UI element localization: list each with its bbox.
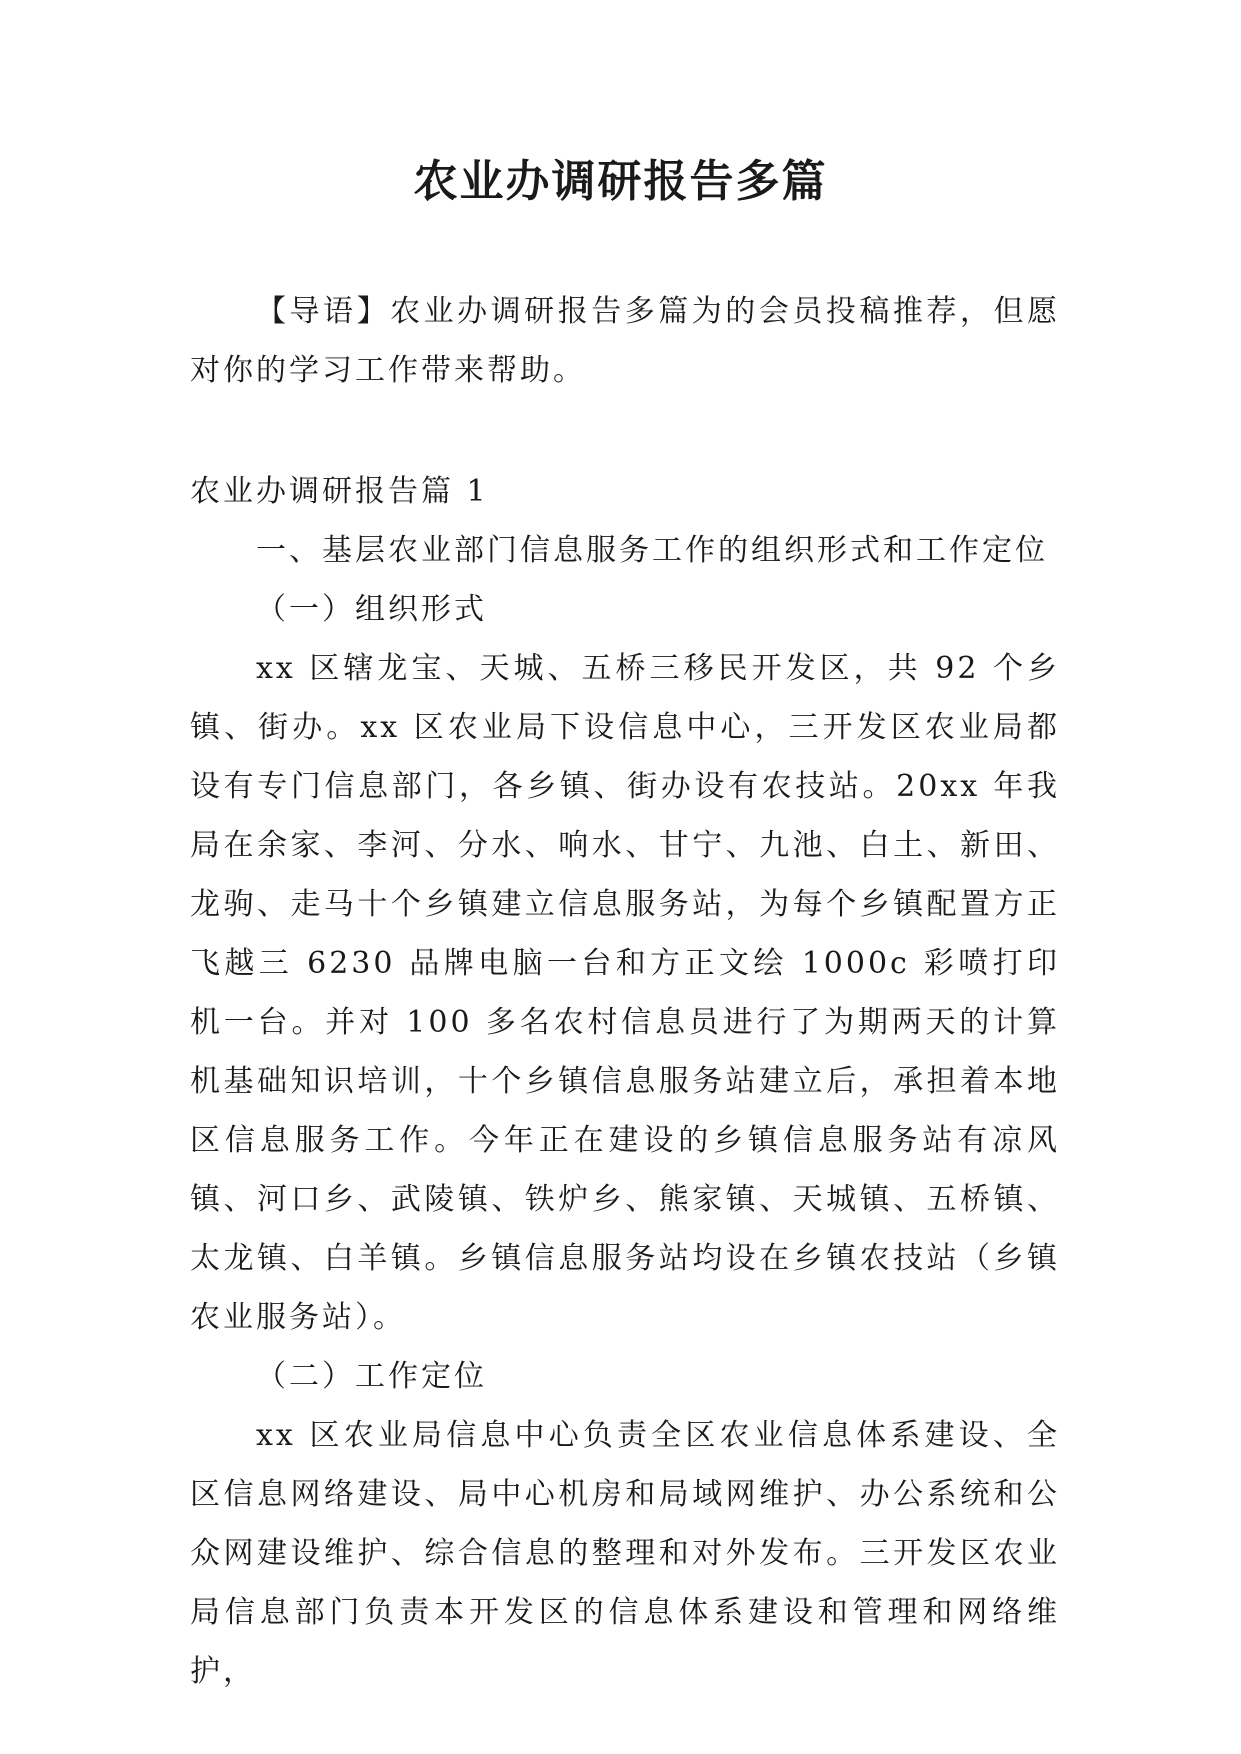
subsection-heading: （一）组织形式 <box>256 592 487 627</box>
body-paragraph: xx 区辖龙宝、天城、五桥三移民开发区，共 92 个乡镇、街办。xx 区农业局下设信息中心，三开发区农业局都设有专门信息部门，各乡镇、街办设有农技站。20xx 年我局在余家、李河、分水、响水、甘宁、九池、白土、新田、龙驹、走马十个乡镇建立信息服务站，为每个乡镇配置方正飞越三 6230 品牌电脑一台和方正文绘 1000c 彩喷打印机一台。并对 100 多名农村信息员进行了为期两天的计算机基础知识培训，十个乡镇信息服务站建立后，承担着本地区信息服务工作。今年正在建设的乡镇信息服务站有凉风镇、河口乡、武陵镇、铁炉乡、熊家镇、天城镇、五桥镇、太龙镇、白羊镇。乡镇信息服务站均设在乡镇农技站（乡镇农业服务站）。 <box>190 651 1060 1335</box>
subsection-heading: （二）工作定位 <box>256 1359 487 1394</box>
lead-paragraph-block <box>190 282 1060 400</box>
document-title: 农业办调研报告多篇 <box>413 156 828 207</box>
lead-paragraph: 【导语】农业办调研报告多篇为的会员投稿推荐，但愿对你的学习工作带来帮助。 <box>190 294 1060 388</box>
report-section <box>190 462 1060 1701</box>
part-heading: 农业办调研报告篇 1 <box>190 474 489 509</box>
body-paragraph: xx 区农业局信息中心负责全区农业信息体系建设、全区信息网络建设、局中心机房和局域网维护、办公系统和公众网建设维护、综合信息的整理和对外发布。三开发区农业局信息部门负责本开发区的信息体系建设和管理和网络维护， <box>190 1418 1060 1689</box>
section-heading: 一、基层农业部门信息服务工作的组织形式和工作定位 <box>256 533 1048 568</box>
